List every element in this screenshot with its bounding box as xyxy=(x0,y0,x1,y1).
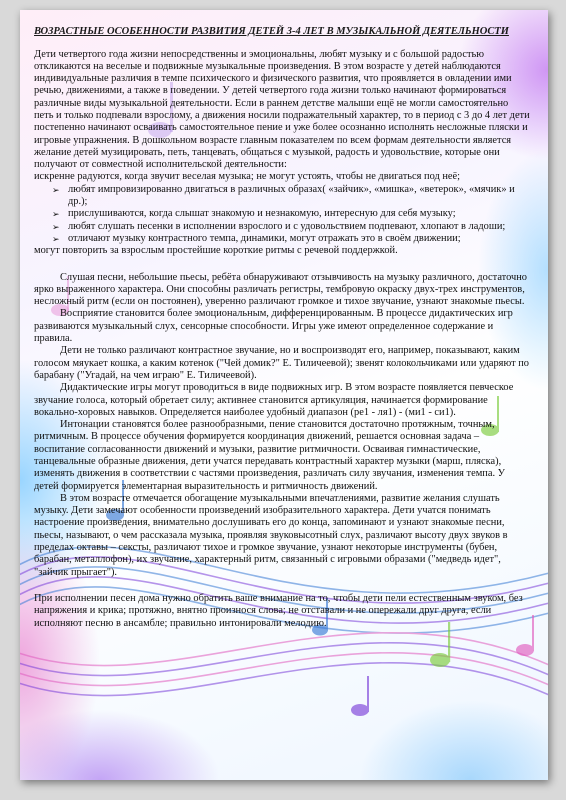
paragraph-contrast: Дети не только различают контрастное звучание, но и воспроизводят его, например, показывают, каким голосом мяукает кошка, а каким котенок ("Чей домик?" Е. Тиличеевой); звенят колокольчиками или ударяют по барабану ("Угадай, на чем играю" Е. Тиличеевой). xyxy=(34,345,529,381)
article-title: ВОЗРАСТНЫЕ ОСОБЕННОСТИ РАЗВИТИЯ ДЕТЕЙ 3-4 ЛЕТ В МУЗЫКАЛЬНОЙ ДЕЯТЕЛЬНОСТИ xyxy=(34,26,509,37)
article xyxy=(34,26,530,630)
intro-list-lead: искренне радуются, когда звучит веселая музыка; не могут устоять, чтобы не двигаться под неё; xyxy=(34,171,461,183)
paragraph-perception: Восприятие становится более эмоциональным, дифференцированным. В процессе дидактических игр развиваются музыкальный слух, сенсорные способности. Игры уже имеют определенное содержание и правила. xyxy=(34,308,513,345)
paragraph-impressions: В этом возрасте отмечается обогащение музыкальными впечатлениями, развитие желания слушать музыку. Дети замечают особенности произведений изобразительного характера. Дети учатся понимать настроение произведения, внимательно дослушивать его до конца, запоминают и узнают знакомые песни, пьесы, называют, о чем рассказала музыка, проявляя звуковысотный слух, различают высоту двух звуков в пределах октавы – сексты, различают тихое и громкое звучание, узнают некоторые инструменты (бубен, барабан, металлофон), их звучание, характерный ритм, связанный с игровыми образами ("медведь идет", "зайчик прыгает"). xyxy=(34,492,508,578)
paragraph-intonation: Интонации становятся более разнообразными, пение становится достаточно протяжным, точным, ритмичным. В процессе обучения формируется координация движений, решается основная задача – воспитание согласованности движений и музыки, развитие ритмичности. Осваивая гимнастические, танцевальные образные движения, дети учатся передавать контрастный характер музыки (марш, пляска), изменять движения в соответствии с частями произведения, различать силу звучания, изменения темпа. У детей формируется элементарная выразительность и ритмичность движений. xyxy=(34,419,506,492)
list-item: ➢ прислушиваются, когда слышат знакомую и незнакомую, интересную для себя музыку; xyxy=(56,208,530,220)
spacer xyxy=(34,579,530,593)
paragraph-listening: Слушая песни, небольшие пьесы, ребёта обнаруживают отзывчивость на музыку различного, достаточно ярко выраженного характера. Они способны различать регистры, тембровую окраску двух-трех инструментов, несложный ритм (если он постоянен), уверенно различают громкое и тихое звучание, узнают знакомые пьесы. xyxy=(34,271,527,308)
list-item: ➢ любят импровизированно двигаться в различных образах( «зайчик», «мишка», «ветерок», «мячик» и др.); xyxy=(56,184,530,209)
list-item: ➢ любят слушать песенки в исполнении взрослого и с удовольствием подпевают, хлопают в ладоши; xyxy=(56,221,530,233)
spacer xyxy=(34,258,530,272)
list-tail: могут повторить за взрослым простейшие короткие ритмы с речевой поддержкой. xyxy=(34,245,398,257)
poster-sheet xyxy=(20,10,548,780)
list-item: ➢ отличают музыку контрастного темпа, динамики, могут отражать это в своём движении; xyxy=(56,233,530,245)
intro-paragraph: Дети четвертого года жизни непосредственны и эмоциональны, любят музыку и с большой радостью откликаются на веселые и подвижные музыкальные произведения. В этом возрасте у детей наблюдаются индивидуальные различия в темпе психического и физического развития, что проявляется в овладении ими речью, движениями, а также в поведении. У детей четвертого года жизни только начинают формироваться различные виды музыкальной деятельности. Если в раннем детстве малыши ещё не могли самостоятельно петь и только подпевали взрослому, а движения носили подражательный характер, то в период с 3 до 4 лет дети постепенно начинают осваивать самостоятельное пение и уже более осознанно исполнять несложные пляски и игровые упражнения. В дошкольном возрасте главным показателем по всем формам деятельности является желание детей музицировать, петь, танцевать, общаться с музыкой, радость и удовольствие, которые они получают от совместной исполнительской деятельности: xyxy=(34,48,530,171)
abilities-list xyxy=(34,184,530,245)
closing-paragraph: При исполнении песен дома нужно обратить ваше внимание на то, чтобы дети пели естественным звуком, без напряжения и крика; протяжно, внятно произнося слова; не отставали и не опережали друг друга, если исполняют песню в ансамбле; правильно интонировали мелодию. xyxy=(34,592,523,629)
paragraph-games: Дидактические игры могут проводиться в виде подвижных игр. В этом возрасте появляется певческое звучание голоса, который обретает силу; активнее становится артикуляция, начинается формирование вокально-хоровых навыков. Определяется наиболее удобный диапазон (ре1 - ля1) - (ми1 - си1). xyxy=(34,382,514,418)
